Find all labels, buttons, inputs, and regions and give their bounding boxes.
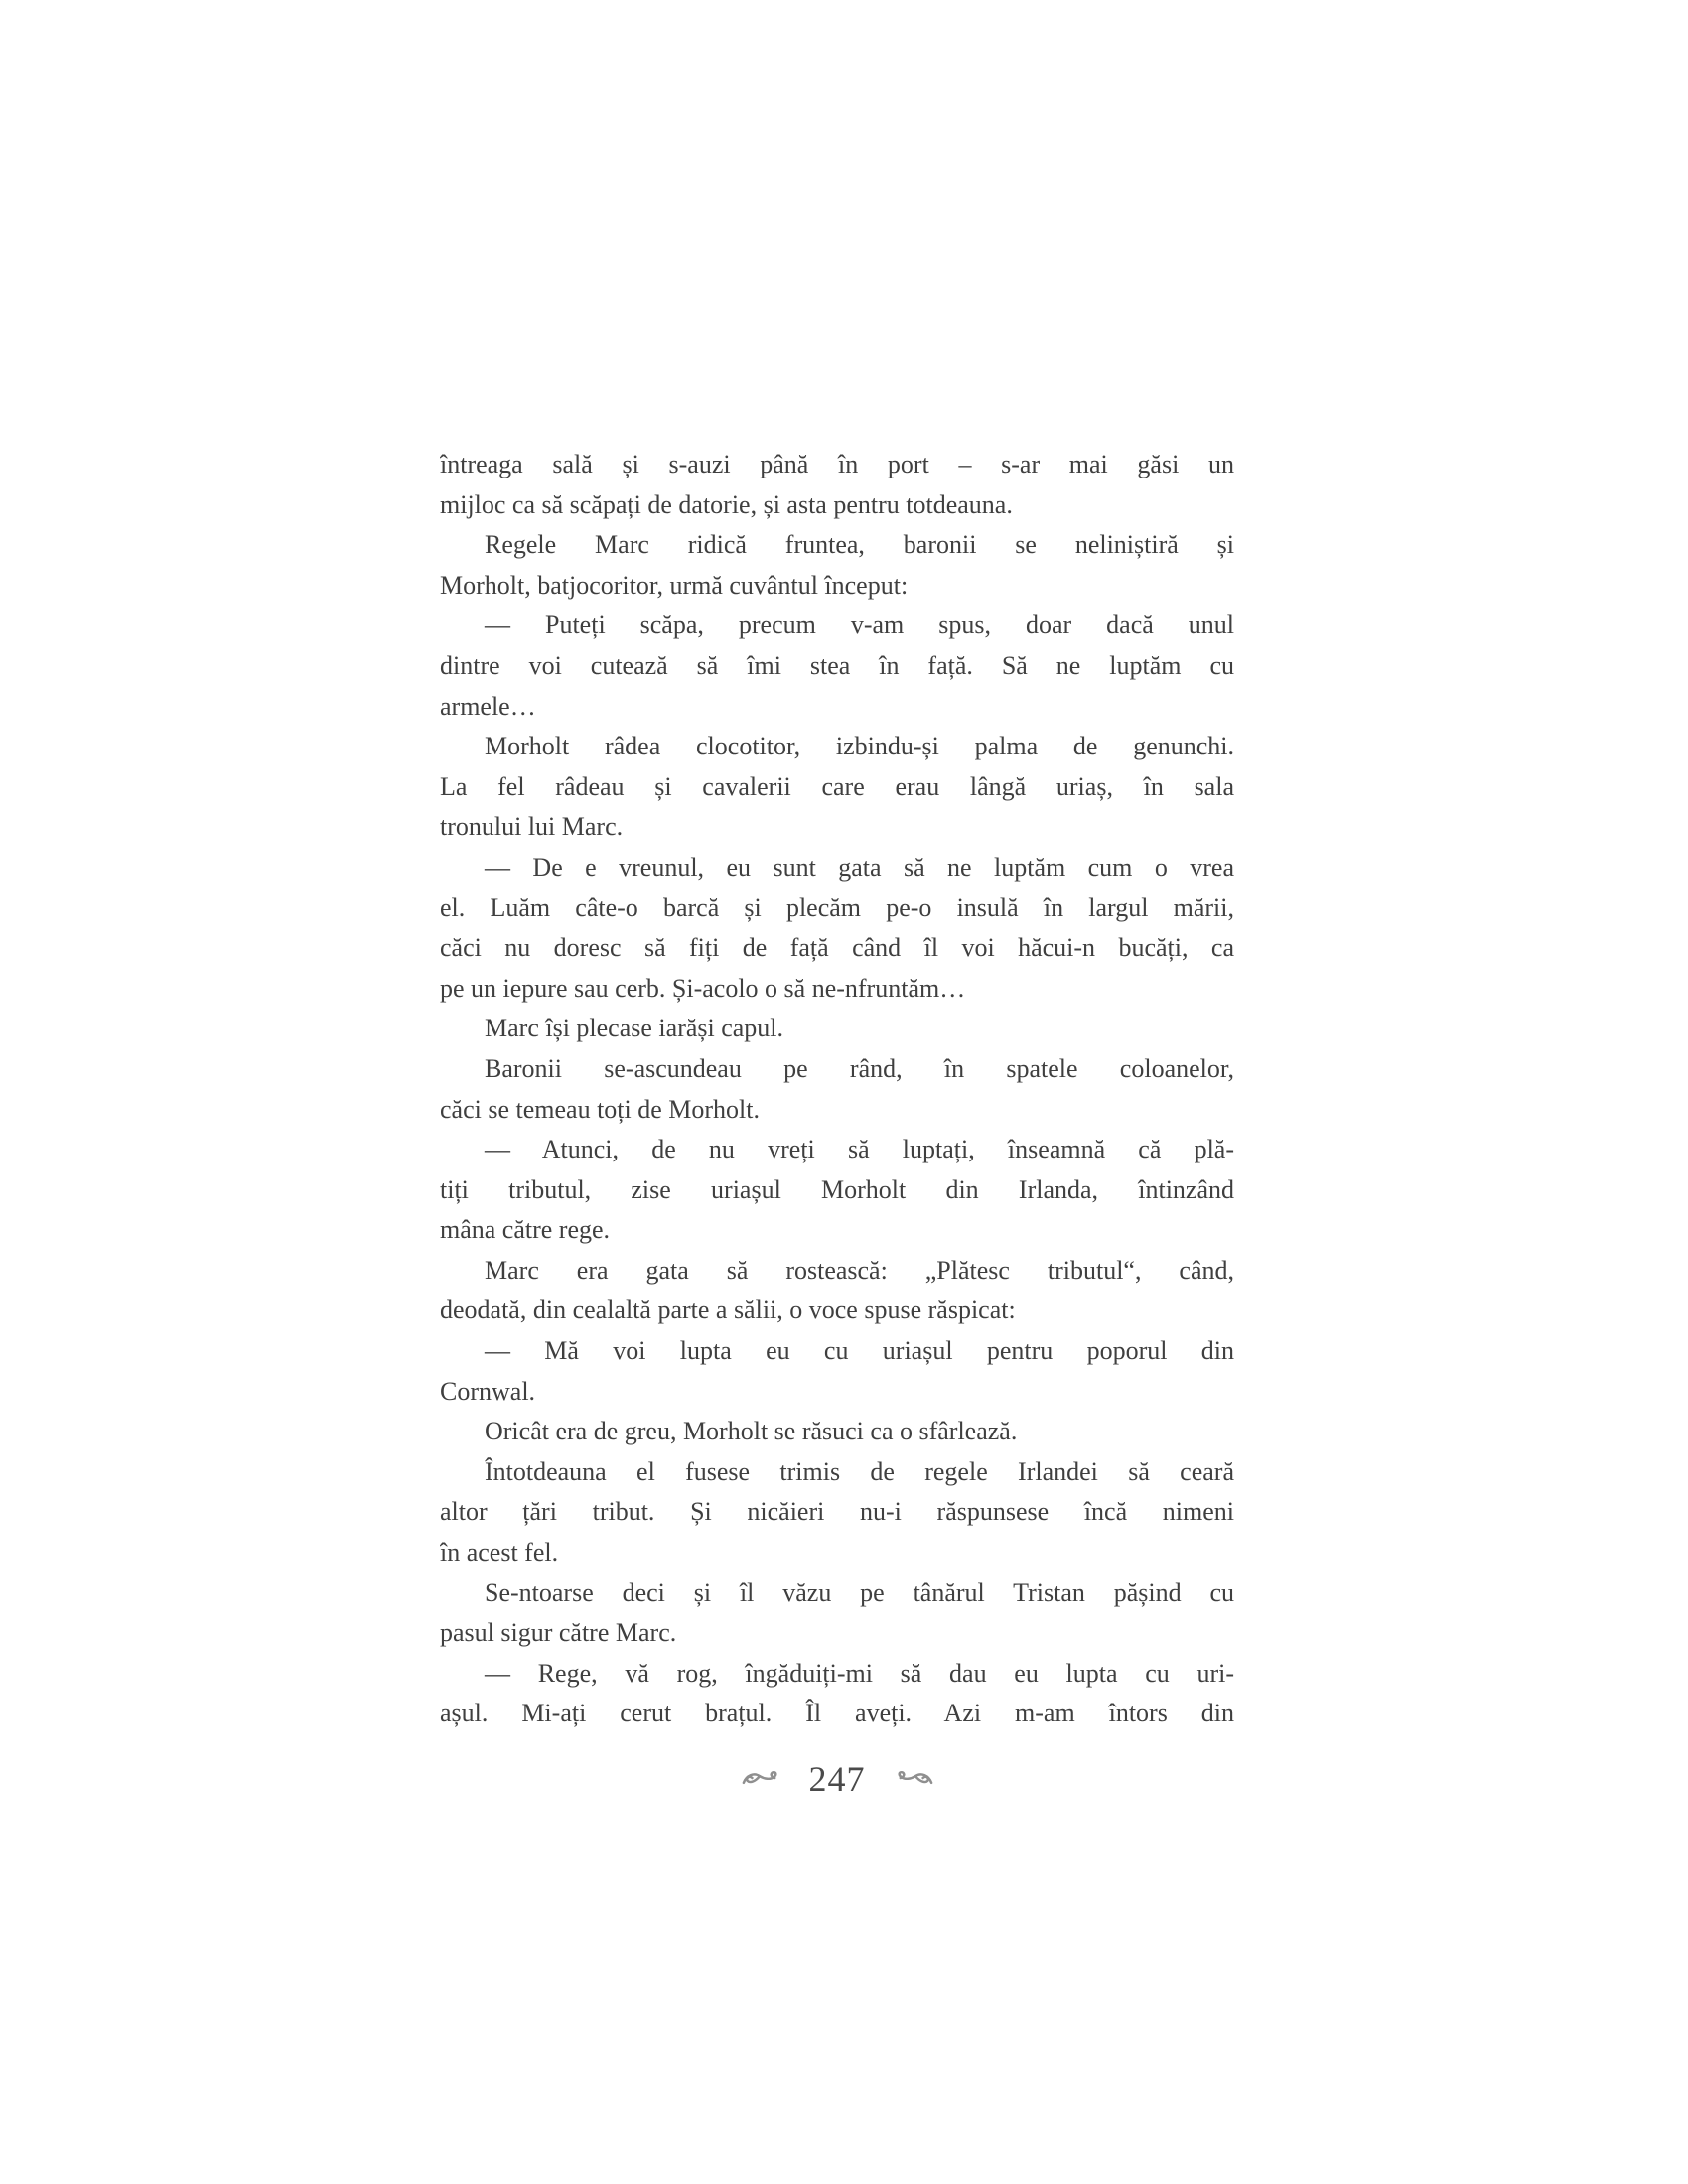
text-line: căci nu doresc să fiți de față când îl voi hăcui-n bucăți, ca — [440, 933, 1234, 963]
text-line: pasul sigur către Marc. — [440, 1618, 677, 1648]
text-line: tiți tributul, zise uriașul Morholt din Irlanda, întinzând — [440, 1174, 1234, 1204]
flourish-left-icon — [742, 1768, 779, 1790]
text-line: el. Luăm câte-o barcă și plecăm pe-o insulă în largul mării, — [440, 892, 1234, 922]
text-line: în acest fel. — [440, 1538, 559, 1568]
text-line: Regele Marc ridică fruntea, baronii se neliniștiră și — [485, 530, 1234, 560]
text-line: altor țări tribut. Și nicăieri nu-i răspunsese încă nimeni — [440, 1497, 1234, 1527]
text-line: Baronii se-ascundeau pe rând, în spatele coloanelor, — [485, 1053, 1234, 1083]
text-line: dintre voi cutează să îmi stea în față. Să ne luptăm cu — [440, 650, 1234, 680]
text-line: Oricât era de greu, Morholt se răsuci ca o sfârlează. — [485, 1417, 1018, 1446]
page-footer — [440, 1755, 1234, 1803]
flourish-right-icon — [896, 1768, 933, 1790]
text-line: — Puteți scăpa, precum v-am spus, doar dacă unul — [485, 611, 1234, 640]
text-line: Marc era gata să rostească: „Plătesc tributul“, când, — [485, 1255, 1234, 1285]
text-line: — Rege, vă rog, îngăduiți-mi să dau eu lupta cu uri- — [485, 1658, 1234, 1688]
page-text — [440, 445, 1234, 1734]
text-line: căci se temeau toți de Morholt. — [440, 1094, 761, 1124]
text-line: Întotdeauna el fusese trimis de regele Irlandei să ceară — [485, 1456, 1234, 1486]
text-line: Morholt râdea clocotitor, izbindu-și palma de genunchi. — [485, 732, 1234, 761]
text-line: tronului lui Marc. — [440, 812, 624, 842]
text-line: — De e vreunul, eu sunt gata să ne luptăm cum o vrea — [485, 852, 1234, 882]
text-line: mijloc ca să scăpați de datorie, și asta pentru totdeauna. — [440, 489, 1013, 519]
text-line: Se-ntoarse deci și îl văzu pe tânărul Tristan pășind cu — [485, 1577, 1234, 1607]
text-line: armele… — [440, 691, 536, 721]
text-line: întreaga sală și s-auzi până în port – s-ar mai găsi un — [440, 450, 1234, 478]
text-line: pe un iepure sau cerb. Și-acolo o să ne-nfruntăm… — [440, 973, 966, 1003]
text-line: La fel râdeau și cavalerii care erau lângă uriaș, în sala — [440, 771, 1234, 801]
text-line: — Mă voi lupta eu cu uriașul pentru poporul din — [485, 1336, 1234, 1366]
text-line: așul. Mi-ați cerut brațul. Îl aveți. Azi m-am întors din — [440, 1699, 1234, 1728]
text-line: mâna către rege. — [440, 1215, 611, 1245]
text-line: Cornwal. — [440, 1376, 536, 1406]
text-line: Marc își plecase iarăși capul. — [485, 1014, 784, 1043]
text-line: Morholt, batjocoritor, urmă cuvântul început: — [440, 570, 909, 600]
text-line: deodată, din cealaltă parte a sălii, o voce spuse răspicat: — [440, 1296, 1016, 1325]
text-line: — Atunci, de nu vreți să luptați, înseamnă că plă- — [485, 1135, 1234, 1164]
page-number: 247 — [808, 1759, 866, 1799]
